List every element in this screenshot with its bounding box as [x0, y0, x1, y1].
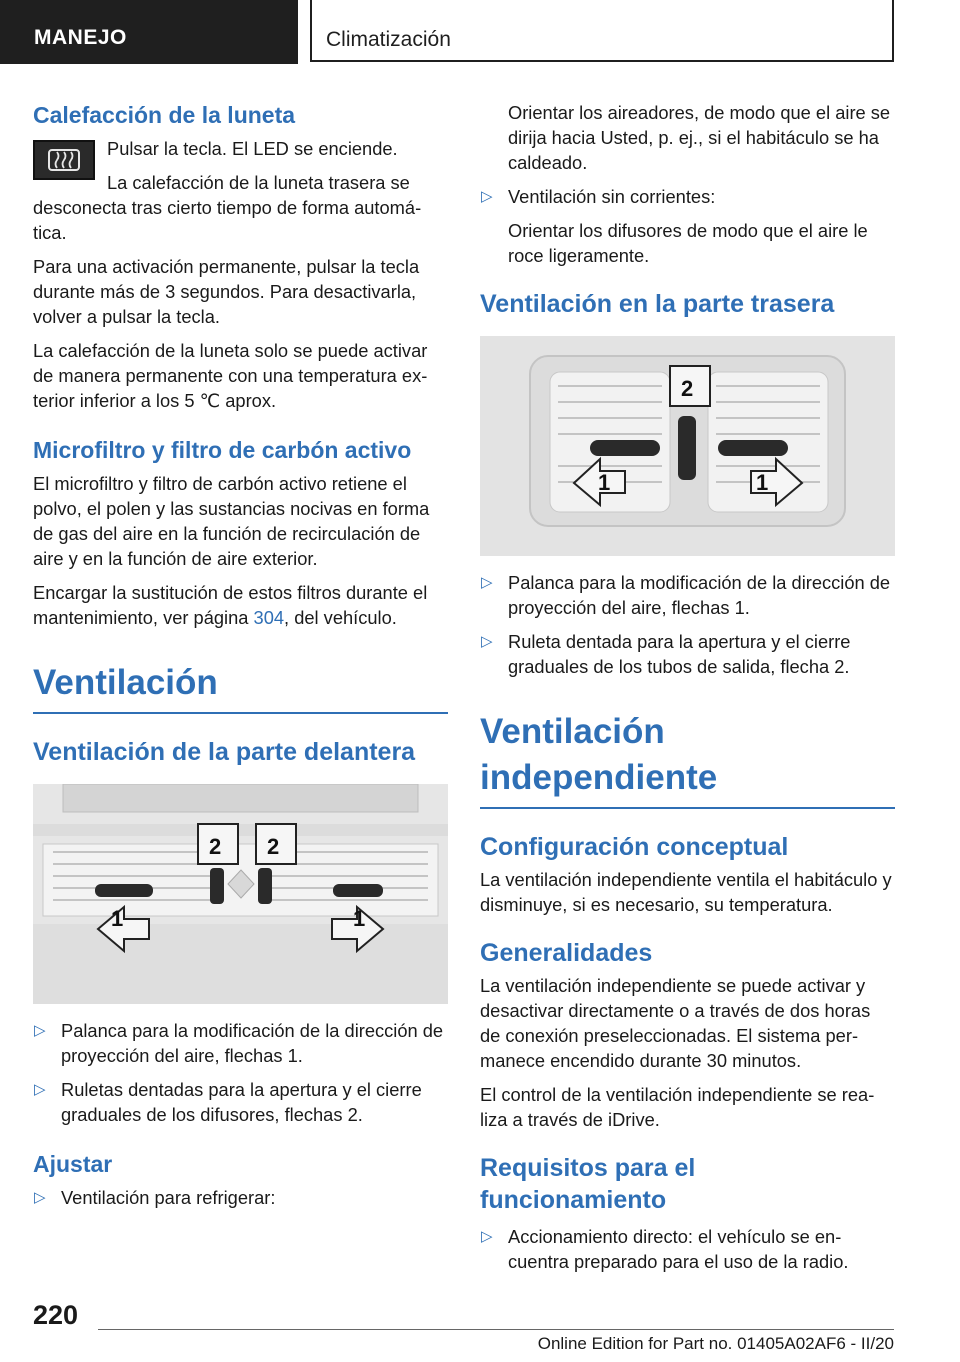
- list-item-text: Accionamiento directo: el vehículo se encuentra preparado para el uso de la radio.: [508, 1226, 849, 1272]
- bullet-triangle-icon: ▷: [481, 633, 493, 650]
- arrow-label-2b: 2: [267, 834, 280, 859]
- section-title: MANEJO: [34, 26, 127, 49]
- micro-text-1: El microfiltro y filtro de carbón activo retiene el polvo, el polen y las sustancias nocivas en forma de gas del aire en la función de recirculación de aire y en la función de aire exterior.: [33, 473, 430, 569]
- list-item: [480, 1224, 895, 1274]
- list-item: [33, 1018, 448, 1068]
- front-vents-figure: [33, 784, 448, 1004]
- heading-rear-window-heating: Calefacción de la luneta: [33, 102, 296, 128]
- heading-microfilter: Microfiltro y filtro de carbón activo: [33, 437, 412, 463]
- list-item: [480, 570, 895, 620]
- section-tab: [0, 0, 298, 64]
- list-item-text: Ruletas dentadas para la apertura y el cierre graduales de los difusores, flechas 2.: [61, 1079, 422, 1125]
- page-link[interactable]: 304: [253, 607, 285, 628]
- luneta-text-2: La calefacción de la luneta trasera se desconecta tras cierto tiempo de forma automática.: [33, 172, 422, 243]
- footer-edition: Online Edition for Part no. 01405A02AF6 - II/20: [537, 1334, 894, 1353]
- arrow-label-1b: 1: [353, 906, 366, 931]
- arrow-label-2: 2: [209, 834, 222, 859]
- front-vents-illustration: [33, 784, 448, 1004]
- luneta-text-4: La calefacción de la luneta solo se puede activar de manera permanente con una temperatura exterior inferior a los 5 ℃ aprox.: [33, 340, 428, 411]
- config-text: La ventilación independiente ventila el habitáculo y disminuye, si es necesario, su temperatura.: [480, 869, 892, 915]
- general-text-1: La ventilación independiente se puede activar y desactivar directamente o a través de dos horas de conexión preseleccionadas. El sistema permanece encendido durante 30 minutos.: [480, 975, 871, 1071]
- rear-window-defrost-icon: [33, 140, 95, 180]
- list-item-text: Palanca para la modificación de la dirección de proyección del aire, flechas 1.: [61, 1020, 444, 1066]
- bullet-triangle-icon: ▷: [481, 188, 493, 205]
- list-item-text: Ventilación sin corrientes:: [508, 186, 716, 207]
- bullet-triangle-icon: ▷: [34, 1022, 46, 1039]
- heading-general: Generalidades: [480, 939, 653, 967]
- heading-front-ventilation: Ventilación de la parte delantera: [33, 738, 416, 766]
- heading-requirements: Requisitos para el funcionamiento: [480, 1154, 696, 1214]
- luneta-text-1: Pulsar la tecla. El LED se enciende.: [107, 138, 398, 159]
- rear-vents-illustration: [480, 336, 895, 556]
- bullet-triangle-icon: ▷: [34, 1189, 46, 1206]
- general-text-2: El control de la ventilación independiente se realiza a través de iDrive.: [480, 1084, 875, 1130]
- adjust-text-1: Orientar los aireadores, de modo que el aire se dirija hacia Usted, p. ej., si el habitáculo se ha caldeado.: [508, 102, 891, 173]
- adjust-text-2: Orientar los difusores de modo que el aire le roce ligeramente.: [508, 220, 868, 266]
- bullet-triangle-icon: ▷: [481, 1228, 493, 1245]
- heading-rear-ventilation: Ventilación en la parte trasera: [480, 290, 835, 318]
- bullet-triangle-icon: ▷: [34, 1081, 46, 1098]
- bullet-triangle-icon: ▷: [481, 574, 493, 591]
- list-item: [480, 184, 895, 209]
- list-item: [33, 1185, 448, 1210]
- right-column: [480, 100, 895, 1283]
- micro-text-2a: Encargar la sustitución de estos filtros durante el mantenimiento, ver página: [33, 582, 428, 628]
- heading-ventilation: Ventilación: [33, 660, 448, 714]
- list-item-text: Ruleta dentada para la apertura y el cierre graduales de los tubos de salida, flecha 2.: [508, 631, 851, 677]
- rear-vents-figure: [480, 336, 895, 556]
- footer-divider: [98, 1329, 894, 1330]
- arrow-label-1: 1: [111, 906, 124, 931]
- heading-adjust: Ajustar: [33, 1151, 113, 1177]
- heading-independent-ventilation: Ventilación independiente: [480, 709, 895, 809]
- list-item-text: Ventilación para refrigerar:: [61, 1187, 276, 1208]
- list-item-text: Palanca para la modificación de la dirección de proyección del aire, flechas 1.: [508, 572, 891, 618]
- heading-concept: Configuración conceptual: [480, 833, 789, 861]
- micro-text-2b: , del vehículo.: [284, 607, 397, 628]
- micro-text-2: [33, 580, 448, 630]
- list-item: [33, 1077, 448, 1127]
- left-column: [33, 100, 448, 1219]
- arrow-label-1: 1: [598, 470, 611, 495]
- page-number: 220: [33, 1300, 79, 1330]
- arrow-label-2: 2: [681, 376, 694, 401]
- chapter-title: Climatización: [326, 28, 451, 51]
- list-item: [480, 629, 895, 679]
- luneta-text-3: Para una activación permanente, pulsar la tecla durante más de 3 segundos. Para desactivarla, volver a pulsar la tecla.: [33, 256, 420, 327]
- arrow-label-1b: 1: [756, 470, 769, 495]
- chapter-header: [310, 0, 894, 62]
